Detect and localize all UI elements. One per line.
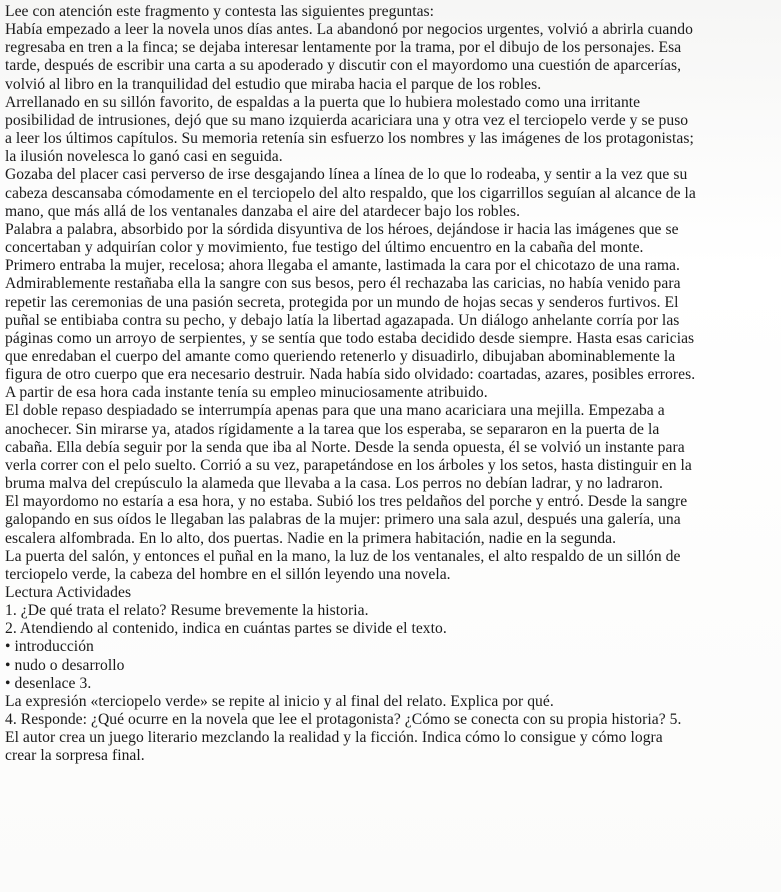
story-line: Palabra a palabra, absorbido por la sórdida disyuntiva de los héroes, dejándose ir hacia las imágenes que se	[5, 220, 679, 238]
story-line: verla correr con el pelo suelto. Corrió a su vez, parapetándose en los árboles y los setos, hasta distinguir en la	[5, 456, 692, 474]
instruction-text: Lee con atención este fragmento y contesta las siguientes preguntas:	[5, 3, 435, 20]
story-line: bruma malva del crepúsculo la alameda que llevaba a la casa. Los perros no debían ladrar, y no ladraron.	[5, 475, 663, 493]
story-line: volvió al libro en la tranquilidad del estudio que miraba hacia el parque de los robles.	[5, 75, 542, 93]
story-line: regresaba en tren a la finca; se dejaba interesar lentamente por la trama, por el dibujo de los personajes. Esa	[5, 39, 682, 57]
story-line: anochecer. Sin mirarse ya, atados rígidamente a la tarea que los esperaba, se separaron en la puerta de la	[5, 420, 660, 438]
question-3: La expresión «terciopelo verde» se repite al inicio y al final del relato. Explica por qué.	[5, 692, 554, 710]
activities-heading: Lectura Actividades	[5, 584, 132, 601]
story-line: Primero entraba la mujer, recelosa; ahora llegaba el amante, lastimada la cara por el chicotazo de una rama.	[5, 257, 680, 275]
question-5-line-1: El autor crea un juego literario mezclando la realidad y la ficción. Indica cómo lo consigue y cómo logra	[5, 729, 663, 747]
bullet-item: • nudo o desarrollo	[5, 657, 771, 675]
story-line: Arrellanado en su sillón favorito, de espaldas a la puerta que lo hubiera molestado como una irritante	[5, 93, 641, 111]
story-line: Admirablemente restañaba ella la sangre con sus besos, pero él rechazaba las caricias, no había venido para	[5, 275, 681, 293]
story-text	[5, 21, 771, 584]
story-line: terciopelo verde, la cabeza del hombre en el sillón leyendo una novela.	[5, 565, 451, 583]
activities-section	[5, 584, 771, 766]
story-line: A partir de esa hora cada instante tenía su empleo minuciosamente atribuido.	[5, 384, 488, 402]
bullet-item: • introducción	[5, 638, 771, 656]
story-line: páginas como un arroyo de serpientes, y se sentía que todo estaba decidido desde siempre. Hasta esas caricias	[5, 329, 695, 347]
question-1: 1. ¿De qué trata el relato? Resume brevemente la historia.	[5, 602, 369, 620]
story-line: que enredaban el cuerpo del amante como queriendo retenerlo y disuadirlo, dibujaban abominablemente la	[5, 347, 676, 365]
story-line: concertaban y adquirían color y movimiento, fue testigo del último encuentro en la cabaña del monte.	[5, 239, 644, 257]
story-line: repetir las ceremonias de una pasión secreta, protegida por un mundo de hojas secas y senderos furtivos. El	[5, 293, 679, 311]
story-line: galopando en sus oídos le llegaban las palabras de la mujer: primero una sala azul, después una galería, una	[5, 511, 681, 529]
story-line: Había empezado a leer la novela unos días antes. La abandonó por negocios urgentes, volvió a abrirla cuando	[5, 21, 693, 39]
story-line: cabeza descansaba cómodamente en el terciopelo del alto respaldo, que los cigarrillos seguían al alcance de la	[5, 184, 696, 202]
story-line: escalera alfombrada. En lo alto, dos puertas. Nadie en la primera habitación, nadie en la segunda.	[5, 529, 617, 547]
story-line: El mayordomo no estaría a esa hora, y no estaba. Subió los tres peldaños del porche y entró. Desde la sangre	[5, 493, 688, 511]
story-line: mano, que más allá de los ventanales danzaba el aire del atardecer bajo los robles.	[5, 202, 521, 220]
question-2: 2. Atendiendo al contenido, indica en cuántas partes se divide el texto.	[5, 620, 447, 638]
story-line: La puerta del salón, y entonces el puñal en la mano, la luz de los ventanales, el alto respaldo de un sillón de	[5, 547, 681, 565]
story-line: cabaña. Ella debía seguir por la senda que iba al Norte. Desde la senda opuesta, él se volvió un instante para	[5, 438, 685, 456]
story-line: puñal se entibiaba contra su pecho, y debajo latía la libertad agazapada. Un diálogo anhelante corría por las	[5, 311, 680, 329]
question-4: 4. Responde: ¿Qué ocurre en la novela que lee el protagonista? ¿Cómo se conecta con su propia historia? 5.	[5, 711, 682, 729]
story-line: la ilusión novelesca lo ganó casi en seguida.	[5, 148, 283, 166]
story-line: Gozaba del placer casi perverso de irse desgajando línea a línea de lo que lo rodeaba, y sentir a la vez que su	[5, 166, 688, 184]
story-line: El doble repaso despiadado se interrumpía apenas para que una mano acariciara una mejilla. Empezaba a	[5, 402, 665, 420]
story-line: a leer los últimos capítulos. Su memoria retenía sin esfuerzo los nombres y las imágenes de los protagonistas;	[5, 130, 694, 148]
question-5-line-2: crear la sorpresa final.	[5, 747, 145, 765]
story-line: figura de otro cuerpo que era necesario destruir. Nada había sido olvidado: coartadas, azares, posibles errores.	[5, 366, 696, 384]
story-line: tarde, después de escribir una carta a su apoderado y discutir con el mayordomo una cuestión de aparcerías,	[5, 57, 682, 75]
bullet-item: • desenlace 3.	[5, 675, 771, 693]
story-line: posibilidad de intrusiones, dejó que su mano izquierda acariciara una y otra vez el terciopelo verde y se puso	[5, 111, 689, 129]
